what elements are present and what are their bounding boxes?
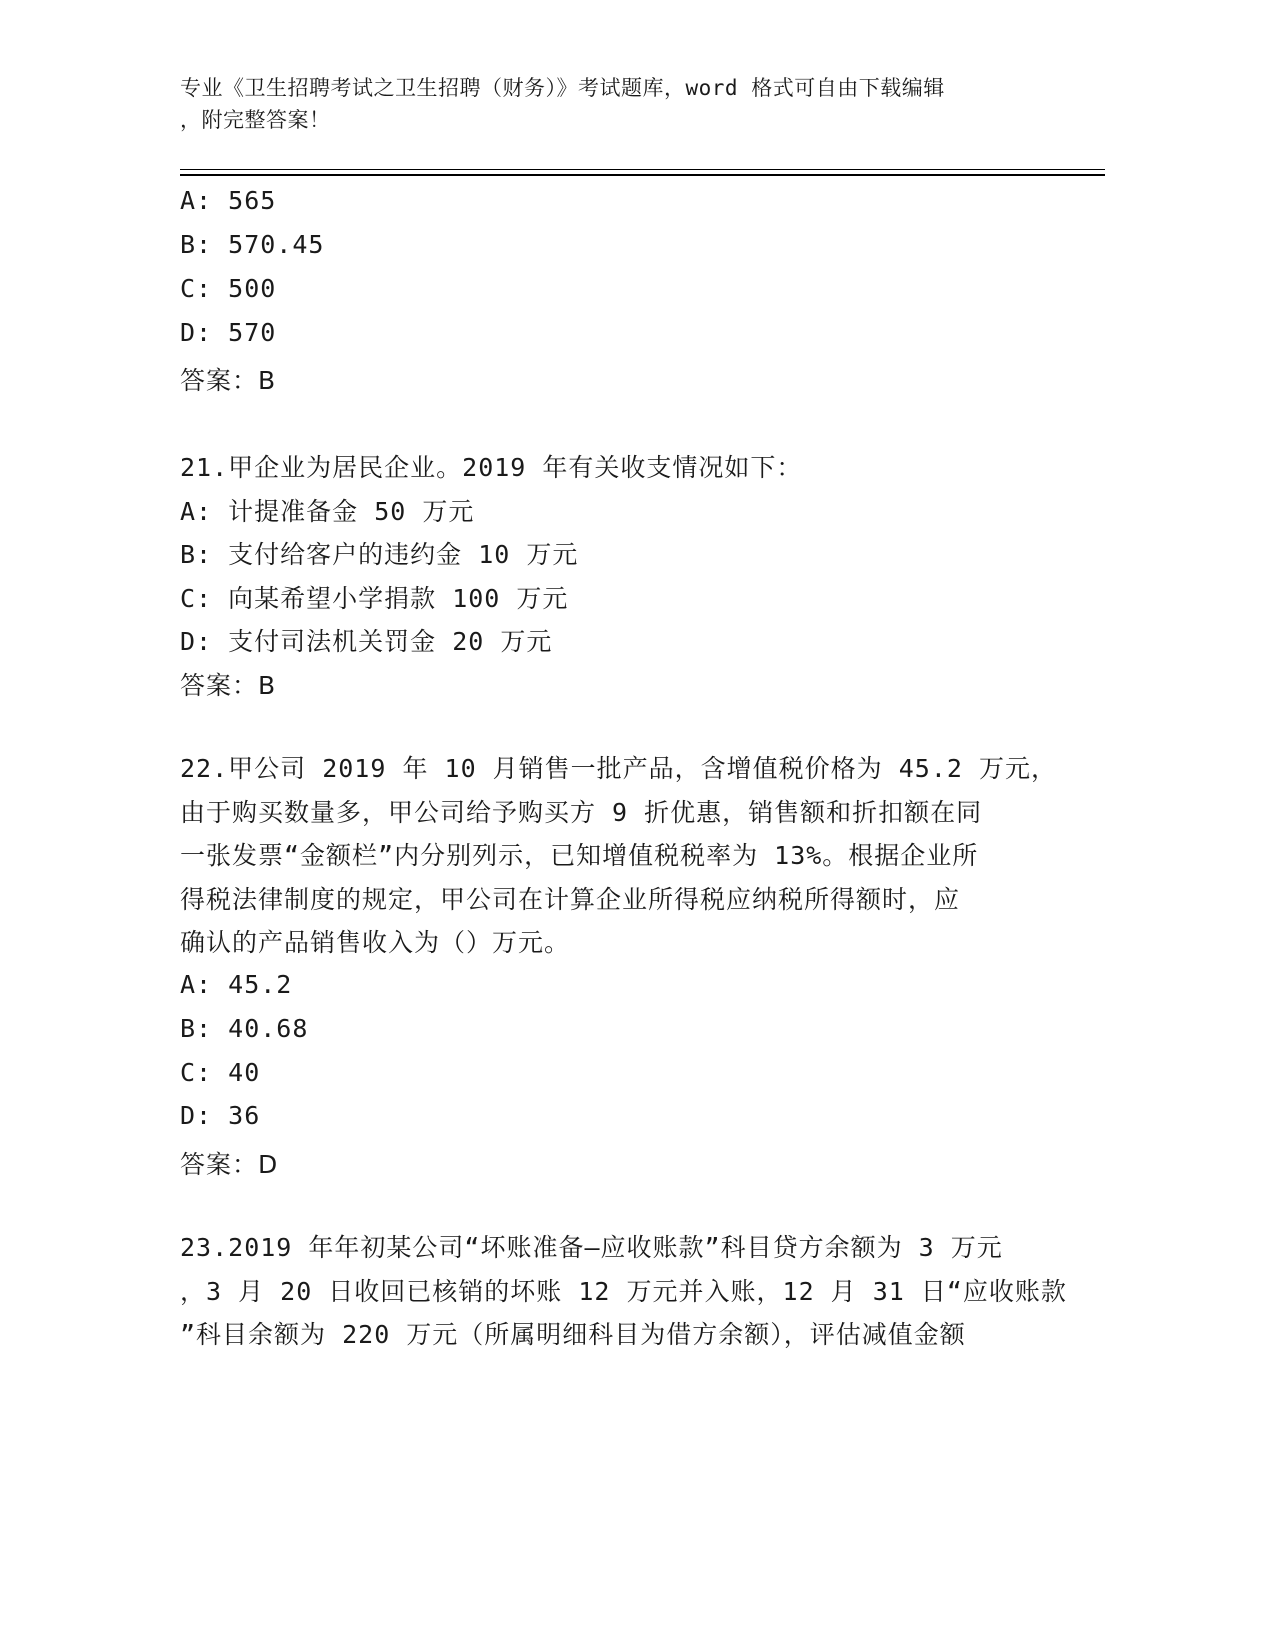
- q22-option-a: A: 45.2: [180, 970, 293, 999]
- q20-option-d: D: 570: [180, 318, 277, 347]
- q20-option-c: C: 500: [180, 274, 277, 303]
- q20-option-a: A: 565: [180, 186, 277, 215]
- q22-answer: 答案：D: [180, 1150, 279, 1179]
- document-header: [180, 72, 1040, 136]
- header-divider-thick: [180, 174, 1105, 176]
- q20-option-b: B: 570.45: [180, 230, 325, 259]
- q23-stem-line: ”科目余额为 220 万元（所属明细科目为借方余额），评估减值金额: [180, 1320, 966, 1350]
- q21-option-a: A: 计提准备金 50 万元: [180, 497, 475, 526]
- q23-stem-line: 23.2019 年年初某公司“坏账准备—应收账款”科目贷方余额为 3 万元: [180, 1233, 1003, 1262]
- q21-option-b: B: 支付给客户的违约金 10 万元: [180, 540, 579, 569]
- q21-stem: 21.甲企业为居民企业。2019 年有关收支情况如下：: [180, 453, 803, 482]
- q22-option-d: D: 36: [180, 1101, 261, 1130]
- q20-answer: 答案：B: [180, 366, 277, 395]
- q22-stem-line: 一张发票“金额栏”内分别列示，已知增值税税率为 13%。根据企业所: [180, 841, 979, 871]
- q23-stem-line: ，3 月 20 日收回已核销的坏账 12 万元并入账，12 月 31 日“应收账款: [180, 1276, 1067, 1306]
- header-line-2: ，附完整答案！: [180, 108, 331, 132]
- q22-stem-line: 22.甲公司 2019 年 10 月销售一批产品，含增值税价格为 45.2 万元，: [180, 754, 1057, 783]
- q21-option-c: C: 向某希望小学捐款 100 万元: [180, 584, 569, 613]
- header-line-1: 专业《卫生招聘考试之卫生招聘（财务）》考试题库，word 格式可自由下载编辑: [180, 76, 945, 100]
- q22-stem-line: 得税法律制度的规定，甲公司在计算企业所得税应纳税所得额时，应: [180, 884, 961, 914]
- q21-answer: 答案：B: [180, 671, 277, 700]
- q22-stem: [180, 747, 1060, 965]
- q22-stem-line: 确认的产品销售收入为（）万元。: [180, 928, 571, 958]
- header-divider-thin: [180, 169, 1105, 170]
- q21-option-d: D: 支付司法机关罚金 20 万元: [180, 627, 553, 656]
- q23-stem: [180, 1226, 1067, 1357]
- q22-stem-line: 由于购买数量多，甲公司给予购买方 9 折优惠，销售额和折扣额在同: [180, 797, 983, 827]
- q22-option-b: B: 40.68: [180, 1014, 309, 1043]
- q22-option-c: C: 40: [180, 1058, 261, 1087]
